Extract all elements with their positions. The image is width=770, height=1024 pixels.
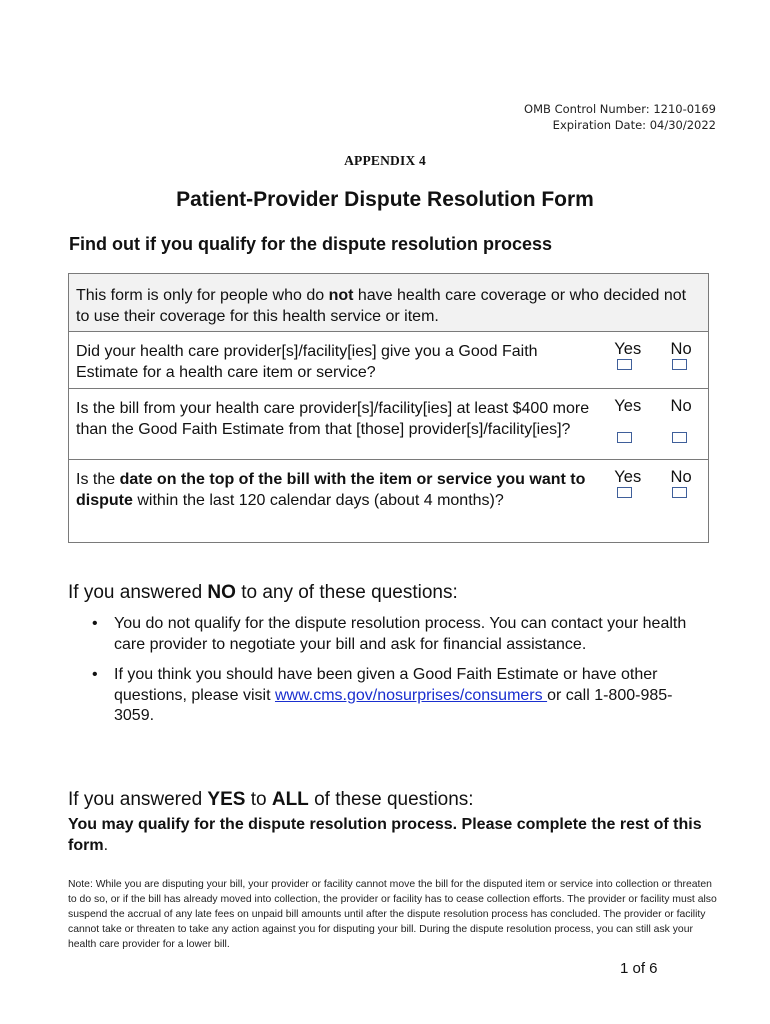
question-row-2 — [69, 388, 708, 459]
eligibility-table — [68, 273, 709, 543]
yes-heading-bold-yes: YES — [207, 789, 246, 810]
page-number: 1 of 6 — [620, 960, 658, 977]
no-heading-bold: NO — [207, 582, 236, 603]
question-row-1 — [69, 331, 708, 388]
yes-checkbox-1[interactable] — [617, 359, 632, 370]
question-3-text-post: within the last 120 calendar days (about 4 months)? — [132, 492, 504, 509]
yes-checkbox-2[interactable] — [617, 432, 632, 443]
intro-text-post: have health care coverage or who decided not to use their coverage for this health service or item. — [76, 287, 687, 325]
no-heading-pre: If you answered — [68, 582, 208, 603]
omb-control-number: OMB Control Number: 1210-0169 — [524, 102, 716, 116]
question-3-text-bold: date on the top of the bill with the item or service you want to dispute — [76, 471, 586, 509]
no-heading-post: to any of these questions: — [235, 582, 458, 603]
no-answer-heading — [68, 582, 458, 604]
bullet-item-2 — [89, 665, 709, 727]
no-checkbox-3[interactable] — [672, 487, 687, 498]
table-intro-row — [69, 274, 708, 331]
yes-label: Yes — [614, 397, 642, 415]
yes-instruction-bold: You may qualify for the dispute resolution process. Please complete the rest of this form — [68, 816, 702, 854]
bullet-item-1 — [89, 614, 709, 655]
yes-option-2 — [601, 389, 654, 459]
question-1-text: Did your health care provider[s]/facility[ies] give you a Good Faith Estimate for a health care item or service? — [76, 343, 538, 381]
no-label: No — [670, 397, 692, 415]
section-subtitle: Find out if you qualify for the dispute resolution process — [69, 234, 553, 254]
yes-heading-bold-all: ALL — [271, 789, 309, 810]
bullet-2-text-post: or call 1-800-985-3059. — [114, 686, 673, 724]
intro-text — [76, 285, 702, 331]
question-row-3 — [69, 459, 708, 542]
no-option-3 — [654, 460, 708, 542]
yes-option-3 — [601, 460, 654, 542]
intro-text-bold: not — [328, 287, 354, 304]
no-label: No — [670, 340, 692, 358]
yes-label: Yes — [614, 340, 642, 358]
yes-label: Yes — [614, 468, 642, 486]
bullet-2-text-pre: If you think you should have been given a Good Faith Estimate or have other questions, please visit — [114, 666, 658, 704]
no-option-2 — [654, 389, 708, 459]
no-answer-bullets — [89, 614, 709, 737]
yes-option-1 — [601, 332, 654, 388]
yes-heading-pre: If you answered — [68, 789, 208, 810]
intro-text-pre: This form is only for people who do — [76, 287, 329, 304]
bullet-icon: • — [92, 615, 98, 632]
yes-answer-instruction — [68, 814, 718, 856]
note-paragraph: Note: While you are disputing your bill, your provider or facility cannot move the bill for the disputed item or service into collection or threaten to do so, or if the bill has already moved into collection, the provider or facility has to cease collection efforts. The provider or facility must also suspend the accrual of any late fees on unpaid bill amounts until after the dispute resolution process has concluded. The provider or facility cannot take or threaten to take any action against you for disputing your bill. During the dispute resolution process, you can still ask your health care provider for a lower bill. — [68, 879, 717, 950]
expiration-date: Expiration Date: 04/30/2022 — [552, 118, 716, 132]
question-2-text: Is the bill from your health care provider[s]/facility[ies] at least $400 more than the Good Faith Estimate from that [those] provider[s]/facility[ies]? — [76, 400, 590, 438]
question-text-2 — [69, 389, 601, 459]
yes-answer-heading — [68, 789, 474, 811]
question-3-text-pre: Is the — [76, 471, 120, 488]
no-checkbox-2[interactable] — [672, 432, 687, 443]
bullet-icon: • — [92, 666, 98, 683]
appendix-label: APPENDIX 4 — [344, 153, 426, 168]
omb-info — [524, 101, 716, 133]
cms-consumers-link[interactable]: www.cms.gov/nosurprises/consumers — [274, 686, 548, 704]
no-checkbox-1[interactable] — [672, 359, 687, 370]
no-label: No — [670, 468, 692, 486]
yes-heading-mid: to — [245, 789, 272, 810]
yes-instruction-post: . — [103, 837, 109, 854]
question-text-3 — [69, 460, 601, 542]
no-option-1 — [654, 332, 708, 388]
page-title: Patient-Provider Dispute Resolution Form — [176, 188, 594, 211]
bullet-1-text: You do not qualify for the dispute resolution process. You can contact your health care provider to negotiate your bill and ask for financial assistance. — [114, 615, 687, 653]
question-text-1 — [69, 332, 601, 388]
yes-heading-post: of these questions: — [308, 789, 474, 810]
yes-checkbox-3[interactable] — [617, 487, 632, 498]
